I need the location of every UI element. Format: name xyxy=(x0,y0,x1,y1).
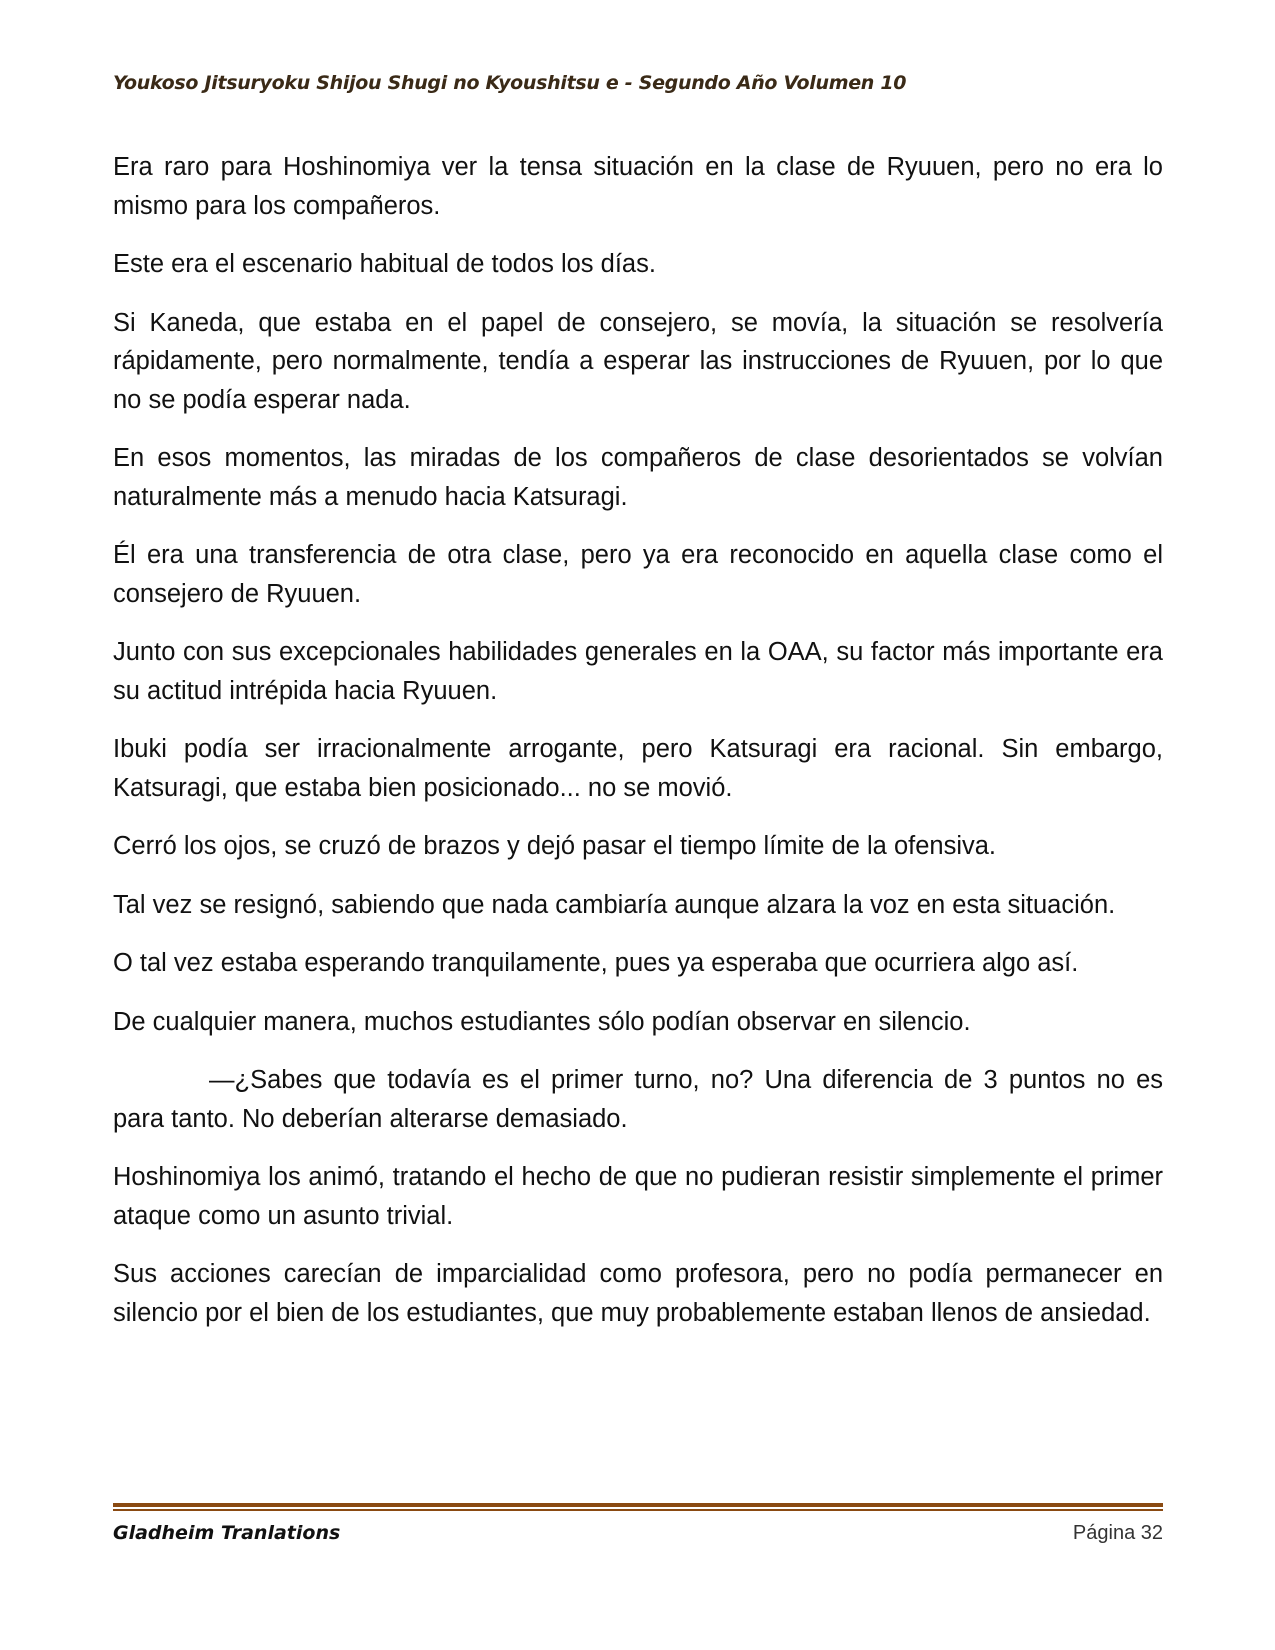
footer-divider-thick xyxy=(113,1503,1163,1507)
paragraph: Este era el escenario habitual de todos los días. xyxy=(113,250,656,278)
footer-divider-thin xyxy=(113,1509,1163,1511)
paragraph: O tal vez estaba esperando tranquilamente, pues ya esperaba que ocurriera algo así. xyxy=(113,949,1079,977)
footer-credit: Gladheim Tranlations xyxy=(113,1522,341,1544)
paragraph: Cerró los ojos, se cruzó de brazos y dejó pasar el tiempo límite de la ofensiva. xyxy=(113,832,997,860)
page-header-title: Youkoso Jitsuryoku Shijou Shugi no Kyoushitsu e - Segundo Año Volumen 10 xyxy=(113,72,907,94)
paragraph: Hoshinomiya los animó, tratando el hecho de que no pudieran resistir simplemente el primer ataque como un asunto trivial. xyxy=(113,1163,1163,1230)
paragraph: Si Kaneda, que estaba en el papel de consejero, se movía, la situación se resolvería rápidamente, pero normalmente, tendía a esperar las instrucciones de Ryuuen, por lo que no se podía esperar nada. xyxy=(113,308,1163,414)
paragraph: Tal vez se resignó, sabiendo que nada cambiaría aunque alzara la voz en esta situación. xyxy=(113,890,1116,919)
paragraph: Junto con sus excepcionales habilidades generales en la OAA, su factor más importante era su actitud intrépida hacia Ryuuen. xyxy=(113,638,1163,705)
paragraph: De cualquier manera, muchos estudiantes sólo podían observar en silencio. xyxy=(113,1007,971,1036)
paragraph: Ibuki podía ser irracionalmente arrogante, pero Katsuragi era racional. Sin embargo, Katsuragi, que estaba bien posicionado... no se movió. xyxy=(113,735,1163,802)
document-body xyxy=(113,148,1163,1352)
paragraph: Era raro para Hoshinomiya ver la tensa situación en la clase de Ryuuen, pero no era lo mismo para los compañeros. xyxy=(113,153,1163,220)
paragraph: Él era una transferencia de otra clase, pero ya era reconocido en aquella clase como el consejero de Ryuuen. xyxy=(113,541,1163,608)
paragraph: En esos momentos, las miradas de los compañeros de clase desorientados se volvían naturalmente más a menudo hacia Katsuragi. xyxy=(113,444,1163,511)
page-number: Página 32 xyxy=(1072,1522,1163,1544)
dialogue-paragraph: —¿Sabes que todavía es el primer turno, no? Una diferencia de 3 puntos no es para tanto. No deberían alterarse demasiado. xyxy=(113,1066,1163,1133)
paragraph: Sus acciones carecían de imparcialidad como profesora, pero no podía permanecer en silencio por el bien de los estudiantes, que muy probablemente estaban llenos de ansiedad. xyxy=(113,1260,1163,1327)
